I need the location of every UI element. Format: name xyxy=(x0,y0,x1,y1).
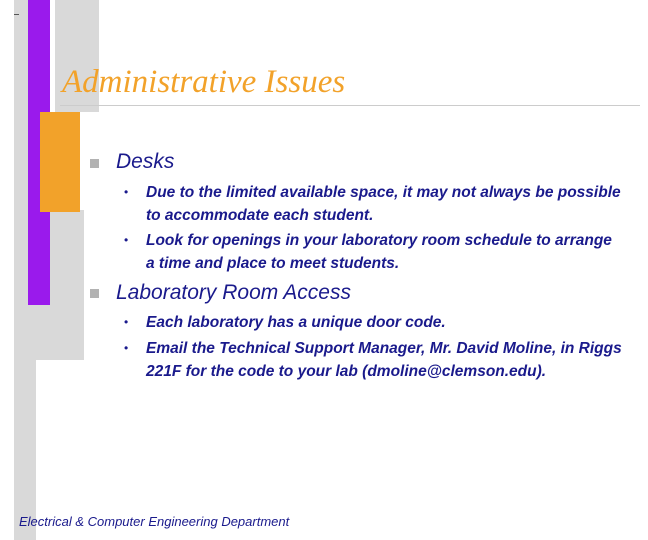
footer-department: Electrical & Computer Engineering Department xyxy=(19,514,290,529)
bullet-dot-icon: • xyxy=(124,185,129,199)
bullet-dot-icon: • xyxy=(124,233,129,247)
bullet-dot-icon: • xyxy=(124,341,129,355)
section-heading-desks: Desks xyxy=(116,150,175,173)
list-item xyxy=(124,311,624,334)
list-item-text: Look for openings in your laboratory room schedule to arrange a time and place to meet students. xyxy=(146,232,612,272)
list-item xyxy=(124,181,624,227)
slide-title: Administrative Issues xyxy=(62,64,346,100)
list-item-text: Email the Technical Support Manager, Mr. David Moline, in Riggs 221F for the code to your lab (dmoline@clemson.edu). xyxy=(146,340,622,380)
list-item xyxy=(124,229,624,275)
section-heading-lab-access: Laboratory Room Access xyxy=(116,281,351,304)
list-item-text: Due to the limited available space, it may not always be possible to accommodate each student. xyxy=(146,184,621,224)
bullet-square-icon xyxy=(90,289,99,298)
bullet-dot-icon: • xyxy=(124,315,129,329)
title-underline xyxy=(60,105,640,106)
bullet-square-icon xyxy=(90,159,99,168)
list-item-text: Each laboratory has a unique door code. xyxy=(146,314,446,331)
decor-small-dash xyxy=(14,14,19,15)
decor-orange-block xyxy=(40,112,80,212)
list-item xyxy=(124,337,624,383)
